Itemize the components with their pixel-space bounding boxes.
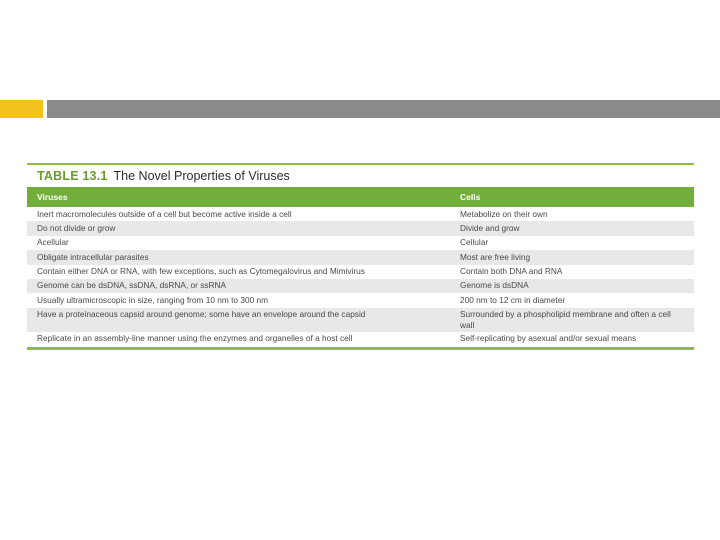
table-title: The Novel Properties of Viruses bbox=[113, 169, 290, 183]
table-label: TABLE 13.1 bbox=[37, 169, 108, 183]
table-row bbox=[27, 332, 694, 346]
cell-cell: 200 nm to 12 cm in diameter bbox=[450, 293, 694, 307]
accent-block bbox=[0, 100, 43, 118]
table-row bbox=[27, 308, 694, 332]
cell-cell: Self-replicating by asexual and/or sexual means bbox=[450, 332, 694, 346]
cell-cell: Divide and grow bbox=[450, 221, 694, 235]
cell-cell: Surrounded by a phospholipid membrane and often a cell wall bbox=[450, 308, 694, 332]
title-band bbox=[0, 100, 720, 118]
virus-cell: Contain either DNA or RNA, with few exceptions, such as Cytomegalovirus and Mimivirus bbox=[27, 265, 450, 279]
table-bottom-rule bbox=[27, 347, 694, 350]
cell-cell: Metabolize on their own bbox=[450, 207, 694, 221]
table-figure bbox=[27, 163, 694, 365]
virus-cell: Inert macromolecules outside of a cell but become active inside a cell bbox=[27, 207, 450, 221]
cell-cell: Cellular bbox=[450, 236, 694, 250]
properties-table bbox=[27, 187, 694, 346]
header-viruses: Viruses bbox=[27, 187, 450, 207]
table-row bbox=[27, 207, 694, 221]
title-bar bbox=[47, 100, 720, 118]
header-cells: Cells bbox=[450, 187, 694, 207]
virus-cell: Acellular bbox=[27, 236, 450, 250]
cell-cell: Most are free living bbox=[450, 250, 694, 264]
virus-cell: Genome can be dsDNA, ssDNA, dsRNA, or ssRNA bbox=[27, 279, 450, 293]
table-row bbox=[27, 293, 694, 307]
table-caption bbox=[27, 163, 694, 187]
table-row bbox=[27, 221, 694, 235]
table-row bbox=[27, 250, 694, 264]
table-row bbox=[27, 265, 694, 279]
table-row bbox=[27, 279, 694, 293]
virus-cell: Do not divide or grow bbox=[27, 221, 450, 235]
virus-cell: Usually ultramicroscopic in size, ranging from 10 nm to 300 nm bbox=[27, 293, 450, 307]
virus-cell: Obligate intracellular parasites bbox=[27, 250, 450, 264]
table-header-row bbox=[27, 187, 694, 207]
table-row bbox=[27, 236, 694, 250]
cell-cell: Genome is dsDNA bbox=[450, 279, 694, 293]
cell-cell: Contain both DNA and RNA bbox=[450, 265, 694, 279]
virus-cell: Have a proteinaceous capsid around genome; some have an envelope around the capsid bbox=[27, 308, 450, 332]
virus-cell: Replicate in an assembly-line manner using the enzymes and organelles of a host cell bbox=[27, 332, 450, 346]
